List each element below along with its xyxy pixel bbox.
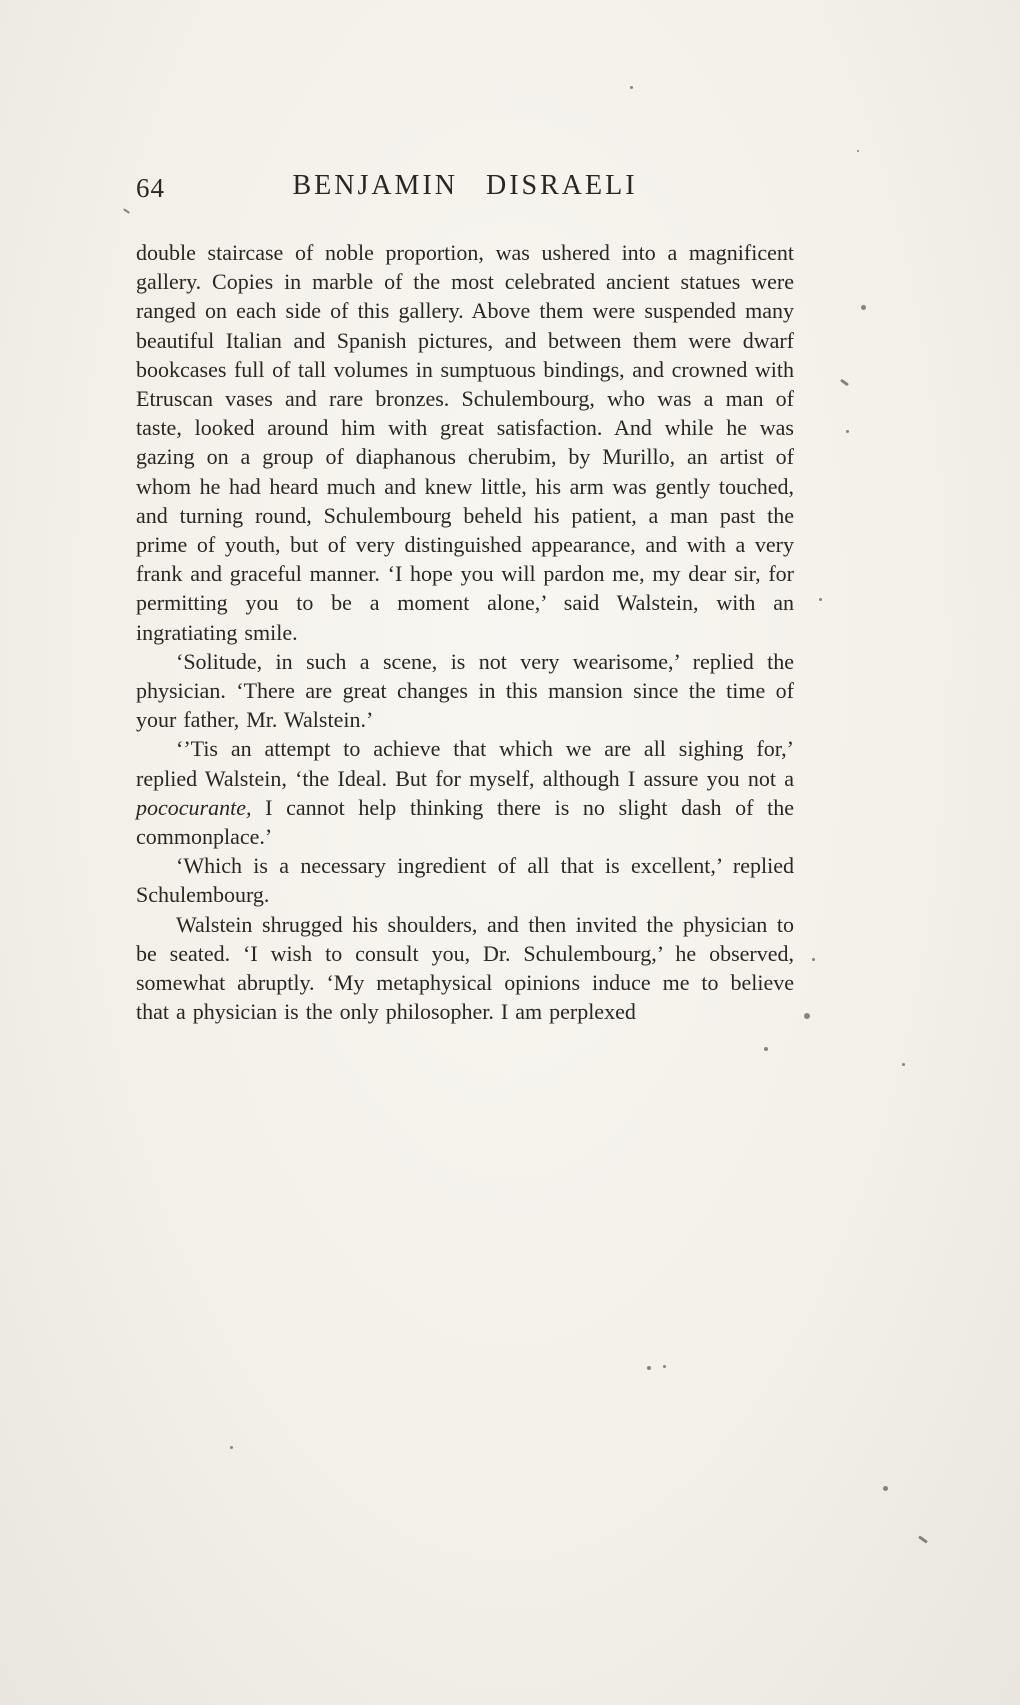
scan-speck	[883, 1486, 888, 1491]
scan-speck	[861, 305, 866, 310]
paragraph	[136, 238, 794, 647]
scan-speck	[812, 958, 815, 961]
italic-text-run: pococurante,	[136, 794, 252, 820]
page-header	[136, 170, 794, 212]
scan-speck	[804, 1013, 810, 1019]
text-run: ‘’Tis an attempt to achieve that which we are all sighing for,’ replied Walstein, ‘the Ideal. But for myself, although I assure you not a	[136, 736, 794, 791]
scan-speck	[647, 1366, 651, 1370]
scan-speck	[764, 1047, 768, 1051]
text-run: ‘Solitude, in such a scene, is not very wearisome,’ replied the physician. ‘There are great changes in this mansion since the time of your father, Mr. Walstein.’	[136, 648, 794, 733]
scan-speck	[918, 1535, 928, 1543]
paragraph	[136, 647, 794, 735]
text-run: Walstein shrugged his shoulders, and then invited the physician to be seated. ‘I wish to consult you, Dr. Schulembourg,’ he observed, somewhat abruptly. ‘My metaphysical opinions induce me to believe that a physician is the only philosopher. I am perplexed	[136, 911, 794, 1025]
scan-speck	[857, 150, 859, 152]
scan-speck	[230, 1446, 233, 1449]
page-number: 64	[136, 173, 165, 203]
text-run: double staircase of noble proportion, was ushered into a magnificent gallery. Copies in marble of the most celebrated ancient statues were ranged on each side of this gallery. Above them were suspended many beautiful Italian and Spanish pictures, and between them were dwarf bookcases full of tall volumes in sumptuous bindings, and crowned with Etruscan vases and rare bronzes. Schulembourg, who was a man of taste, looked around him with great satisfaction. And while he was gazing on a group of diaphanous cherubim, by Murillo, an artist of whom he had heard much and knew little, his arm was gently touched, and turning round, Schulembourg beheld his patient, a man past the prime of youth, but of very distinguished appearance, and with a very frank and graceful manner. ‘I hope you will pardon me, my dear sir, for permitting you to be a moment alone,’ said Walstein, with an ingratiating smile.	[136, 240, 794, 645]
scan-speck	[630, 86, 633, 89]
text-run: I cannot help thinking there is no slight dash of the commonplace.’	[136, 794, 794, 850]
scan-speck	[819, 598, 822, 601]
text-body	[136, 238, 794, 1026]
scan-speck	[123, 208, 130, 214]
scan-speck	[840, 379, 849, 387]
running-header-title: BENJAMIN DISRAELI	[292, 170, 638, 201]
scan-speck	[846, 430, 849, 433]
text-run: ‘Which is a necessary ingredient of all that is excellent,’ replied Schulembourg.	[136, 853, 794, 908]
paragraph	[136, 734, 794, 851]
paragraph	[136, 910, 794, 1027]
paragraph	[136, 851, 794, 909]
scan-speck	[663, 1365, 666, 1368]
scan-speck	[902, 1063, 905, 1066]
